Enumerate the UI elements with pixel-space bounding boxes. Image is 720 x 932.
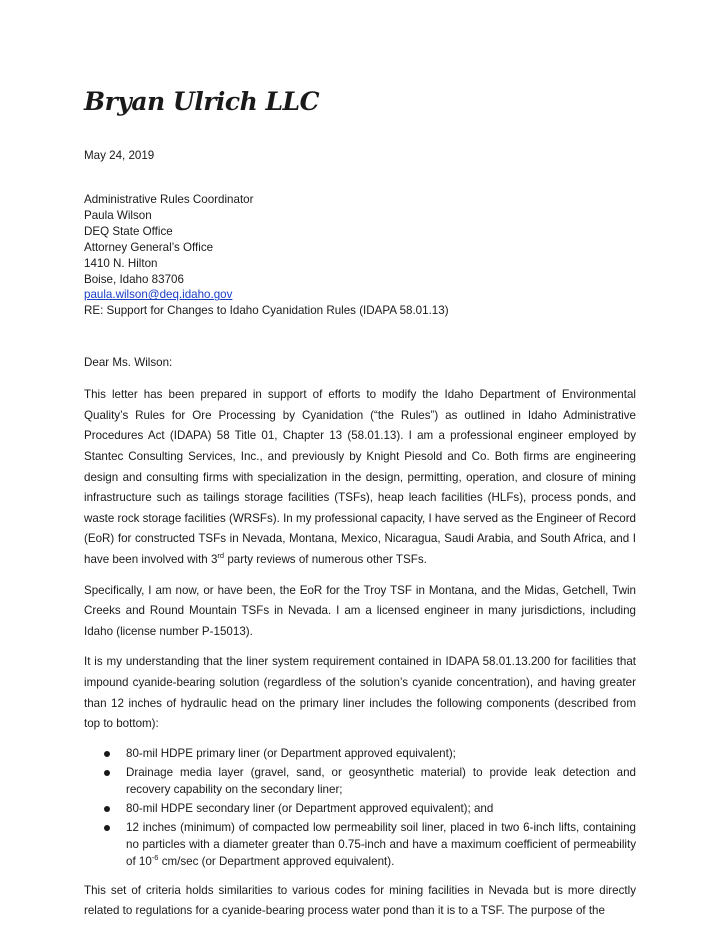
paragraph-intro-text: This letter has been prepared in support of efforts to modify the Idaho Department of Environmental Quality’s Rules for Ore Processing by Cyanidation (“the Rules”) as outlined in Idaho Administrative Procedures Act (IDAPA) 58 Title 01, Chapter 13 (58.01.13). I am a professional engineer employed by Stantec Consulting Services, Inc., and previously by Knight Piesold and Co. Both firms are engineering design and consulting firms with specialization in the design, permitting, operation, and closure of mining infrastructure such as tailings storage facilities (TSFs), heap leach facilities (HLFs), process ponds, and waste rock storage facilities (WRSFs). In my professional capacity, I have served as the Engineer of Record (EoR) for constructed TSFs in Nevada, Montana, Mexico, Nicaragua, Saudi Arabia, and South Africa, and I have been involved with 3: [84, 388, 637, 566]
bullet-icon: [104, 770, 110, 776]
salutation: Dear Ms. Wilson:: [84, 356, 173, 370]
subject-line: RE: Support for Changes to Idaho Cyanidation Rules (IDAPA 58.01.13): [84, 304, 449, 318]
letter-date: May 24, 2019: [84, 149, 155, 162]
bullet-icon: [104, 806, 110, 812]
paragraph-liner-requirement: It is my understanding that the liner system requirement contained in IDAPA 58.01.13.200 for facilities that impound cyanide-bearing solution (regardless of the solution’s cyanide concentration), and having greater than 12 inches of hydraulic head on the primary liner includes the following components (described from top to bottom):: [84, 655, 636, 731]
recipient-address: [84, 192, 636, 319]
list-item: [84, 745, 636, 762]
bullet-icon: [104, 825, 110, 831]
paragraph-eor-facilities: Specifically, I am now, or have been, the EoR for the Troy TSF in Montana, and the Midas, Getchell, Twin Creeks and Round Mountain TSFs in Nevada. I am a licensed engineer in many jurisdictions, including Idaho (license number P-15013).: [84, 583, 636, 638]
recipient-office: DEQ State Office: [84, 224, 173, 238]
bullet-icon: [104, 751, 110, 757]
list-item: [84, 819, 636, 871]
ordinal-superscript: rd: [217, 551, 225, 561]
list-item-text: Drainage media layer (gravel, sand, or geosynthetic material) to provide leak detection and recovery capability on the secondary liner;: [126, 765, 636, 796]
list-item: [84, 764, 636, 798]
paragraph-intro: [84, 385, 636, 570]
list-item-text-end: cm/sec (or Department approved equivalent).: [158, 855, 395, 869]
list-item-text: 80-mil HDPE primary liner (or Department approved equivalent);: [126, 746, 456, 760]
recipient-street: 1410 N. Hilton: [84, 256, 158, 270]
list-item: [84, 800, 636, 817]
list-item-text: 80-mil HDPE secondary liner (or Department approved equivalent); and: [126, 801, 494, 815]
list-item-text: 12 inches (minimum) of compacted low permeability soil liner, placed in two 6-inch lifts, containing no particles with a diameter greater than 0.75-inch and have a maximum coefficient of permeability of 10: [126, 820, 636, 869]
paragraph-criteria-comparison: This set of criteria holds similarities to various codes for mining facilities in Nevada but is more directly related to regulations for a cyanide-bearing process water pond than it is to a TSF. The purpose of the: [84, 883, 636, 918]
recipient-email-link[interactable]: paula.wilson@deq.idaho.gov: [84, 288, 233, 302]
letterhead: Bryan Ulrich LLC: [84, 87, 320, 116]
recipient-name: Paula Wilson: [84, 208, 152, 222]
recipient-city: Boise, Idaho 83706: [84, 272, 184, 286]
letter-content: [84, 88, 636, 932]
liner-components-list: [84, 745, 636, 871]
paragraph-intro-text-end: party reviews of numerous other TSFs.: [224, 553, 427, 566]
exponent-superscript: -6: [151, 853, 159, 863]
recipient-department: Attorney General’s Office: [84, 240, 214, 254]
recipient-title: Administrative Rules Coordinator: [84, 193, 254, 206]
